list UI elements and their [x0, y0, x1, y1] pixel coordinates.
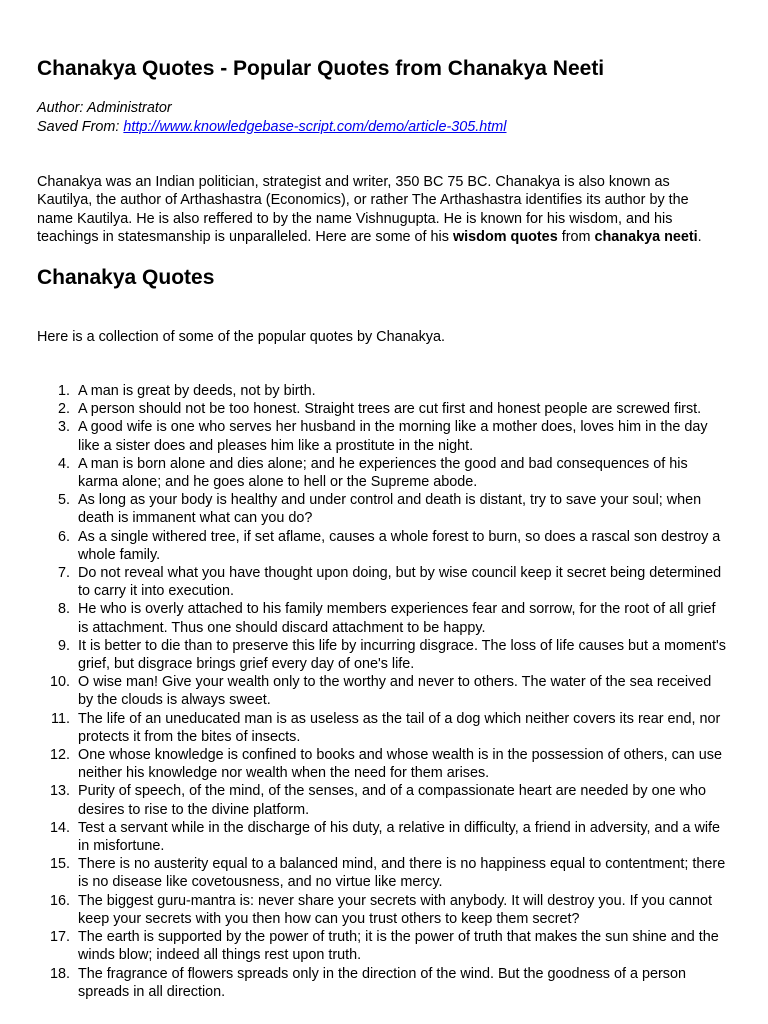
quote-text: The biggest guru-mantra is: never share your secrets with anybody. It will destroy you. If you cannot keep your secrets with you then how can you trust others to keep them secret?: [78, 892, 713, 927]
author-name: Administrator: [86, 100, 172, 116]
quote-number: 2 .: [37, 400, 70, 418]
intro-text-between: from: [557, 228, 595, 245]
saved-from-line: [37, 118, 507, 137]
quote-text: The earth is supported by the power of truth; it is the power of truth that makes the sun shine and the winds blow; indeed all things rest upon truth.: [78, 929, 719, 964]
quote-item: [37, 928, 727, 964]
quote-text: A good wife is one who serves her husband in the morning like a mother does, loves him in the day like a sister does and pleases him like a prostitute in the night.: [78, 419, 708, 454]
quote-item: [37, 418, 727, 454]
quote-number: 15 .: [37, 855, 70, 873]
author-label: Author:: [37, 100, 84, 116]
quote-item: [37, 782, 727, 818]
quote-number: 9 .: [37, 637, 70, 655]
author-line: [37, 99, 507, 118]
quote-number: 14 .: [37, 819, 70, 837]
quote-item: [37, 491, 727, 527]
quote-number: 6 .: [37, 528, 70, 546]
quote-item: [37, 855, 727, 891]
collection-intro: Here is a collection of some of the popular quotes by Chanakya.: [37, 329, 445, 345]
quote-number: 11 .: [37, 710, 70, 728]
quote-item: [37, 400, 727, 418]
intro-paragraph: [37, 173, 727, 246]
quote-text: The fragrance of flowers spreads only in the direction of the wind. But the goodness of a person spreads in all direction.: [78, 965, 686, 1000]
intro-text: Chanakya was an Indian politician, strategist and writer, 350 BC 75 BC. Chanakya is also known as Kautilya, the author of Arthashastra (Economics), or rather The Arthashastra identifies its author by the name Kautilya. He is also reffered to by the name Vishnugupta. He is known for his wisdom, and his teachings in statesmanship is unparalleled. Here are some of his: [37, 174, 689, 245]
saved-from-label: Saved From:: [37, 118, 120, 135]
quote-number: 16 .: [37, 892, 70, 910]
quote-item: [37, 564, 727, 600]
quote-number: 12 .: [37, 746, 70, 764]
quote-number: 10 .: [37, 673, 70, 691]
quote-text: He who is overly attached to his family members experiences fear and sorrow, for the root of all grief is attachment. Thus one should discard attachment to be happy.: [78, 601, 716, 636]
wisdom-quotes-bold: wisdom quotes: [452, 228, 558, 245]
quote-text: There is no austerity equal to a balanced mind, and there is no happiness equal to contentment; there is no disease like covetousness, and no virtue like mercy.: [78, 856, 726, 891]
quote-text: Do not reveal what you have thought upon doing, but by wise council keep it secret being determined to carry it into execution.: [78, 565, 722, 600]
quote-text: A person should not be too honest. Straight trees are cut first and honest people are screwed first.: [78, 401, 702, 418]
quote-number: 3 .: [37, 418, 70, 436]
intro-text-end: .: [697, 228, 702, 245]
quote-number: 7 .: [37, 564, 70, 582]
document-meta: [37, 99, 507, 136]
quote-text: It is better to die than to preserve this life by incurring disgrace. The loss of life causes but a moment's grief, but disgrace brings grief every day of one's life.: [78, 637, 726, 673]
quote-text: Purity of speech, of the mind, of the senses, and of a compassionate heart are needed by one who desires to rise to the divine platform.: [78, 783, 706, 818]
saved-from-link[interactable]: http://www.knowledgebase-script.com/demo/article-305.html: [123, 118, 507, 135]
section-heading: Chanakya Quotes: [37, 266, 215, 289]
quote-text: Test a servant while in the discharge of his duty, a relative in difficulty, a friend in adversity, and a wife in misfortune.: [78, 819, 721, 855]
quote-item: [37, 819, 727, 855]
quote-number: 8 .: [37, 600, 70, 618]
quote-text: One whose knowledge is confined to books and whose wealth is in the possession of others, can use neither his knowledge nor wealth when the need for them arises.: [78, 747, 722, 782]
quote-number: 1 .: [37, 382, 70, 400]
quote-item: [37, 710, 727, 746]
quote-item: [37, 382, 727, 400]
quote-item: [37, 637, 727, 673]
quote-text: The life of an uneducated man is as useless as the tail of a dog which neither covers its rear end, nor protects it from the bites of insects.: [78, 710, 721, 745]
quote-text: As a single withered tree, if set aflame, causes a whole forest to burn, so does a rascal son destroy a whole family.: [78, 528, 721, 563]
quote-item: [37, 746, 727, 782]
quote-number: 5 .: [37, 491, 70, 509]
document-title: Chanakya Quotes - Popular Quotes from Chanakya Neeti: [37, 57, 605, 80]
quote-text: A man is born alone and dies alone; and he experiences the good and bad consequences of his karma alone; and he goes alone to hell or the Supreme abode.: [78, 455, 688, 491]
quote-item: [37, 528, 727, 564]
quote-text: As long as your body is healthy and under control and death is distant, try to save your soul; when death is immanent what can you do?: [78, 492, 702, 527]
quote-item: [37, 600, 727, 636]
quote-number: 18 .: [37, 965, 70, 983]
quote-number: 13 .: [37, 782, 70, 800]
quote-item: [37, 673, 727, 709]
quote-item: [37, 892, 727, 928]
quote-item: [37, 455, 727, 491]
quote-list: [37, 382, 727, 1001]
quote-item: [37, 965, 727, 1001]
quote-text: O wise man! Give your wealth only to the worthy and never to others. The water of the sea received by the clouds is always sweet.: [78, 674, 712, 709]
quote-number: 17 .: [37, 928, 70, 946]
chanakya-neeti-bold: chanakya neeti: [594, 228, 698, 245]
quote-number: 4 .: [37, 455, 70, 473]
quote-text: A man is great by deeds, not by birth.: [78, 383, 316, 399]
